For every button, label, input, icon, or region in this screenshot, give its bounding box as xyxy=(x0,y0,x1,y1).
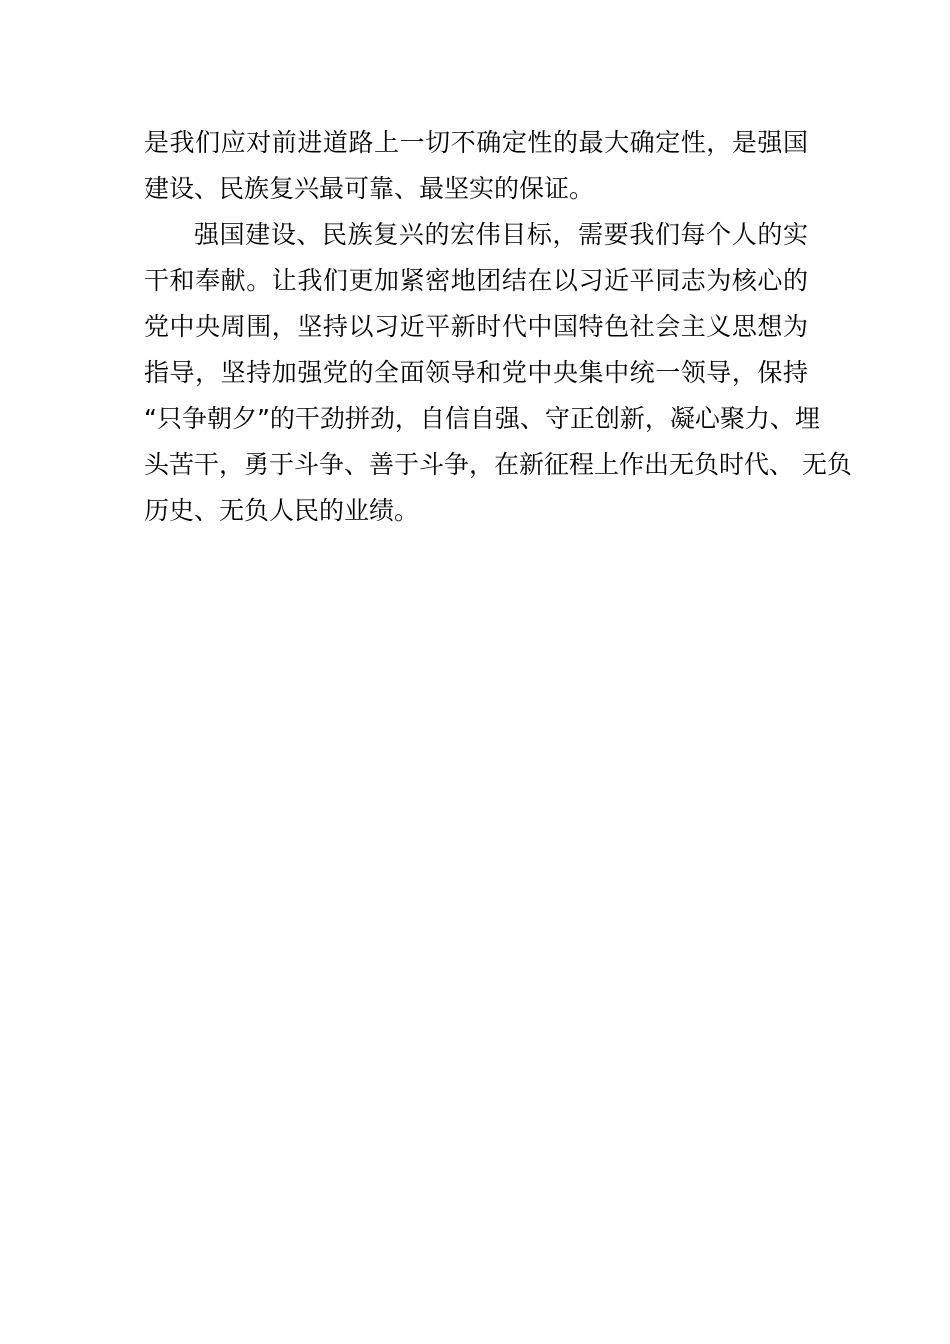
text-line: 头苦干，勇于斗争、善于斗争，在新征程上作出无负时代、 无负 xyxy=(144,450,852,479)
document-body xyxy=(144,120,852,534)
text-line: 指导，坚持加强党的全面领导和党中央集中统一领导，保持 xyxy=(144,358,808,387)
text-line: 是我们应对前进道路上一切不确定性的最大确定性，是强国 xyxy=(144,128,808,157)
text-line: 党中央周围，坚持以习近平新时代中国特色社会主义思想为 xyxy=(144,312,808,341)
text-line: 强国建设、民族复兴的宏伟目标，需要我们每个人的实 xyxy=(194,220,808,249)
text-line: “只争朝夕”的干劲拼劲，自信自强、守正创新，凝心聚力、埋 xyxy=(144,404,820,433)
text-line: 建设、民族复兴最可靠、最坚实的保证。 xyxy=(144,174,595,203)
text-line: 历史、无负人民的业绩。 xyxy=(144,496,420,525)
paragraph-2 xyxy=(144,212,852,534)
text-line: 干和奉献。让我们更加紧密地团结在以习近平同志为核心的 xyxy=(144,266,808,295)
paragraph-1 xyxy=(144,120,808,212)
